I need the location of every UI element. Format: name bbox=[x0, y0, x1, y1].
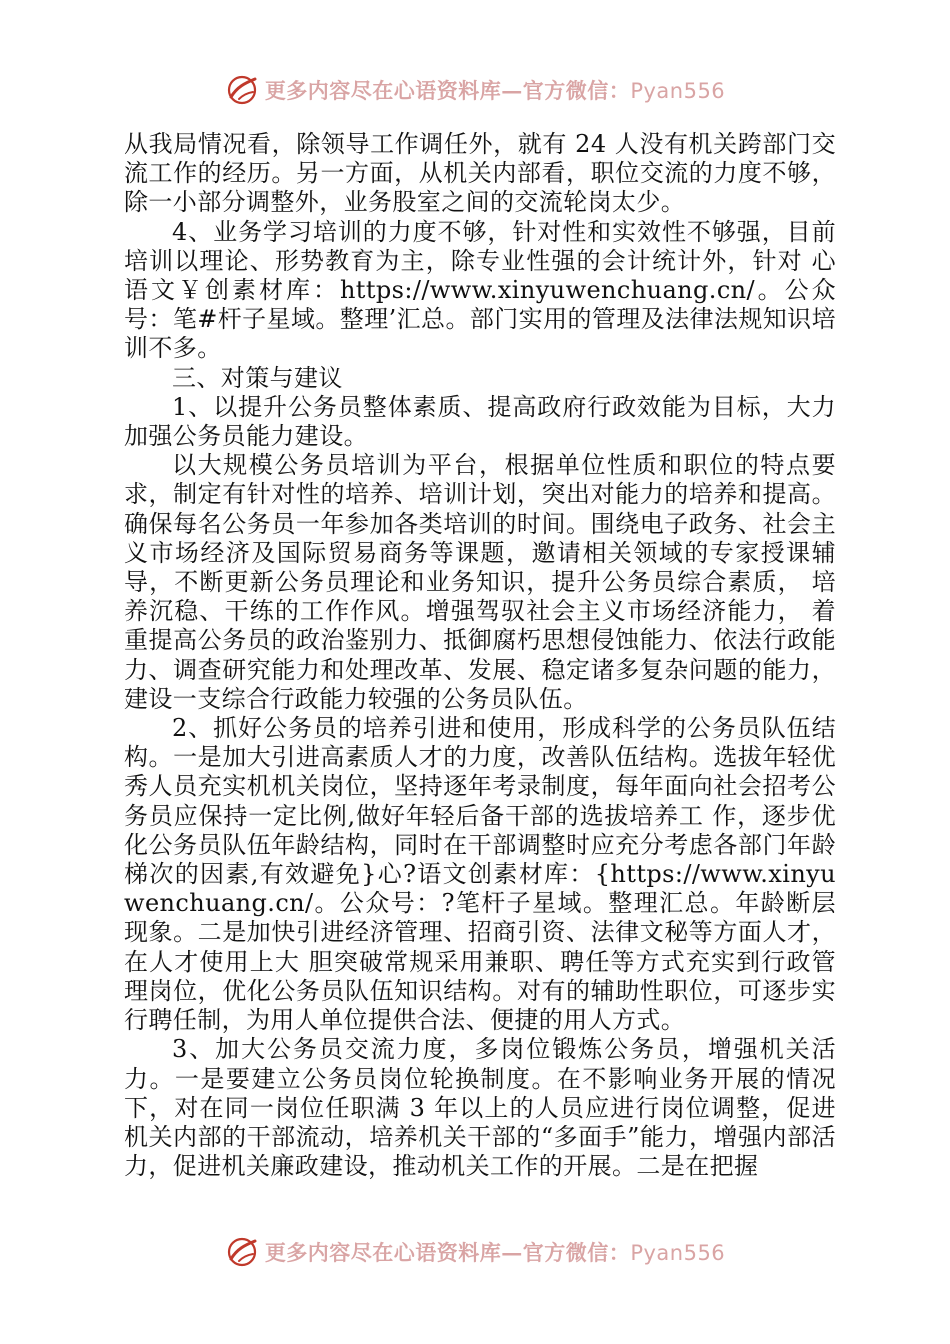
paragraph: 4、业务学习培训的力度不够，针对性和实效性不够强，目前培训以理论、形势教育为主，除专业性强的会计统计外，针对 心语文￥创素材库：https://www.xinyuwenchuang.cn/。公众号：笔#杆子星域。整理’汇总。部门实用的管理及法律法规知识培训不多。 bbox=[124, 217, 836, 363]
header-watermark-banner bbox=[0, 70, 950, 110]
paragraph: 3、加大公务员交流力度，多岗位锻炼公务员，增强机关活力。一是要建立公务员岗位轮换制度。在不影响业务开展的情况下，对在同一岗位任职满 3 年以上的人员应进行岗位调整，促进机关内部的干部流动，培养机关干部的“多面手”能力，增强内部活力，促进机关廉政建设，推动机关工作的开展。二是在把握 bbox=[124, 1035, 836, 1181]
paragraph: 1、以提升公务员整体素质、提高政府行政效能为目标，大力加强公务员能力建设。 bbox=[124, 392, 836, 451]
paragraph: 从我局情况看，除领导工作调任外，就有 24 人没有机关跨部门交流工作的经历。另一方面，从机关内部看，职位交流的力度不够，除一小部分调整外，业务股室之间的交流轮岗太少。 bbox=[124, 130, 836, 217]
banner-text: 更多内容尽在心语资料库—官方微信：Pyan556 bbox=[264, 78, 726, 103]
paragraph: 以大规模公务员培训为平台，根据单位性质和职位的特点要求，制定有针对性的培养、培训计划，突出对能力的培养和提高。确保每名公务员一年参加各类培训的时间。围绕电子政务、社会主义市场经济及国际贸易商务等课题，邀请相关领域的专家授课辅导，不断更新公务员理论和业务知识，提升公务员综合素质， 培养沉稳、干练的工作作风。增强驾驭社会主义市场经济能力， 着重提高公务员的政治鉴别力、抵御腐朽思想侵蚀能力、依法行政能力、调查研究能力和处理改革、发展、稳定诸多复杂问题的能力，建设一支综合行政能力较强的公务员队伍。 bbox=[124, 451, 836, 713]
brush-logo-icon bbox=[225, 73, 259, 107]
footer-watermark-banner bbox=[0, 1232, 950, 1272]
document-body bbox=[124, 130, 836, 1181]
brush-logo-icon bbox=[225, 1235, 259, 1269]
section-heading: 三、对策与建议 bbox=[172, 363, 343, 392]
banner-text: 更多内容尽在心语资料库—官方微信：Pyan556 bbox=[264, 1240, 726, 1265]
paragraph: 2、抓好公务员的培养引进和使用，形成科学的公务员队伍结构。一是加大引进高素质人才的力度，改善队伍结构。选拔年轻优秀人员充实机机关岗位，坚持逐年考录制度，每年面向社会招考公务员应保持一定比例,做好年轻后备干部的选拔培养工 作，逐步优化公务员队伍年龄结构，同时在干部调整时应充分考虑各部门年龄梯次的因素,有效避免}心?语文创素材库：{https://www.xinyuwenchuang.cn/。公众号：?笔杆子星域。整理汇总。年龄断层现象。二是加快引进经济管理、招商引资、法律文秘等方面人才，在人才使用上大 胆突破常规采用兼职、聘任等方式充实到行政管理岗位，优化公务员队伍知识结构。对有的辅助性职位，可逐步实行聘任制，为用人单位提供合法、便捷的用人方式。 bbox=[124, 714, 836, 1035]
